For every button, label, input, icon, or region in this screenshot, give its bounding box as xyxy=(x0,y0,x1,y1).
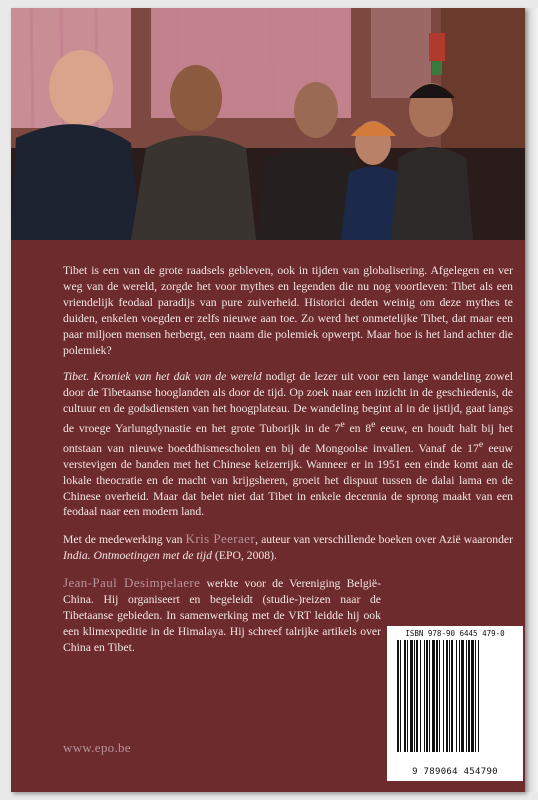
barcode-bar xyxy=(468,640,470,752)
summary-text-a: nodigt de lezer uit voor een lange wandeling zowel door de Tibetaanse hooglanden als door de tijd. Op zoek naar een inzicht in de geschiedenis, de cultuur en de godsdiensten van het hoogplateau. De wandeling begint al in de ijstijd, gaat langs de vroege Yarlungdynastie en het grote Tuborijk in de 7 xyxy=(63,370,514,436)
barcode-bars xyxy=(395,640,515,758)
barcode-bar xyxy=(410,640,413,752)
collab-text-b: , auteur van verschillende boeken over Azië waaronder xyxy=(255,533,513,547)
book-title-italic: Tibet. Kroniek van het dak van de wereld xyxy=(63,370,262,384)
page-edge xyxy=(525,8,538,792)
barcode-bar xyxy=(461,640,464,752)
barcode-bar xyxy=(478,640,479,752)
barcode-bar xyxy=(424,640,425,752)
paragraph-book-summary xyxy=(63,369,513,520)
barcode-bar xyxy=(414,640,415,752)
isbn-barcode xyxy=(387,626,523,781)
summary-text-c: eeuw, en houdt halt bij het ontstaan van nieuwe boeddhismescholen en bij de Mongoolse invallen. Vanaf de 17 xyxy=(63,422,513,455)
barcode-bar xyxy=(475,640,476,752)
barcode-bar xyxy=(471,640,474,752)
author-bio-text: werkte voor de Vereniging België-China. Hij organiseert en begeleidt (studie-)reizen naar de Tibetaanse gebieden. In samenwerking met de VRT leidde hij ook een klimexpeditie in de Himalaya. Hij schreef talrijke artikels over China en Tibet. xyxy=(63,577,381,654)
barcode-bar xyxy=(439,640,440,752)
barcode-bar xyxy=(451,640,453,752)
barcode-bar xyxy=(466,640,467,752)
barcode-bar xyxy=(404,640,406,752)
superscript-e: e xyxy=(340,419,345,431)
collab-text-c: (EPO, 2008). xyxy=(212,549,277,563)
publisher-url[interactable]: www.epo.be xyxy=(63,740,131,755)
barcode-bar xyxy=(429,640,430,752)
barcode-bar xyxy=(400,640,401,752)
barcode-bar xyxy=(407,640,408,752)
barcode-bar xyxy=(459,640,460,752)
superscript-e: e xyxy=(478,438,484,450)
barcode-bar xyxy=(446,640,448,752)
barcode-bar xyxy=(456,640,457,752)
barcode-bar xyxy=(436,640,438,752)
barcode-bar xyxy=(420,640,421,752)
barcode-bar xyxy=(449,640,450,752)
paragraph-collaboration xyxy=(63,531,513,564)
paragraph-intro-text: Tibet is een van de grote raadsels gebleven, ook in tijden van globalisering. Afgelegen en ver weg van de wereld, zorgde het voor mythes en legenden die nu nog voortleven: Tibet als een vriendelijk feodaal paradijs van pure zuiverheid. Historici deden weinig om deze mythes te duiden, enkelen voegden er zelfs nieuwe aan toe. Zo werd het onmetelijke Tibet, dat maar een paar miljoen mensen herbergt, een naam die polemiek opwerpt. Maar hoe is het land achter die polemiek? xyxy=(63,264,513,357)
paragraph-intro xyxy=(63,263,513,358)
paragraph-author-bio xyxy=(63,575,381,656)
photo-illustration xyxy=(11,8,525,240)
cover-photo xyxy=(11,8,525,240)
blurb xyxy=(63,263,513,667)
collaborator-name: Kris Peeraer xyxy=(185,531,256,547)
back-cover xyxy=(11,8,525,792)
barcode-bar xyxy=(432,640,435,752)
summary-text-d: eeuw verstevigen de banden met het Chinese keizerrijk. Wanneer er in 1951 een einde komt aan de lokale theocratie en de macht van krijgsheren, groeit het dispuut tussen de dalai lama en de Chinese overheid. Maar dat belet niet dat Tibet in enkele decennia de sprong maakt van een feodaal naar een modern land. xyxy=(63,441,513,519)
barcode-bar xyxy=(426,640,428,752)
collab-text-a: Met de medewerking van xyxy=(63,533,186,547)
summary-text-b: en 8 xyxy=(344,422,372,436)
superscript-e: e xyxy=(371,419,376,431)
isbn-label: ISBN 978-90 6445 479-0 xyxy=(405,629,505,638)
author-name: Jean-Paul Desimpelaere xyxy=(63,575,201,591)
barcode-bar xyxy=(416,640,418,752)
other-book-title: India. Ontmoetingen met de tijd xyxy=(63,549,212,563)
barcode-bar xyxy=(443,640,444,752)
barcode-bar xyxy=(397,640,399,752)
barcode-digits: 9 789064 454790 xyxy=(412,767,498,777)
